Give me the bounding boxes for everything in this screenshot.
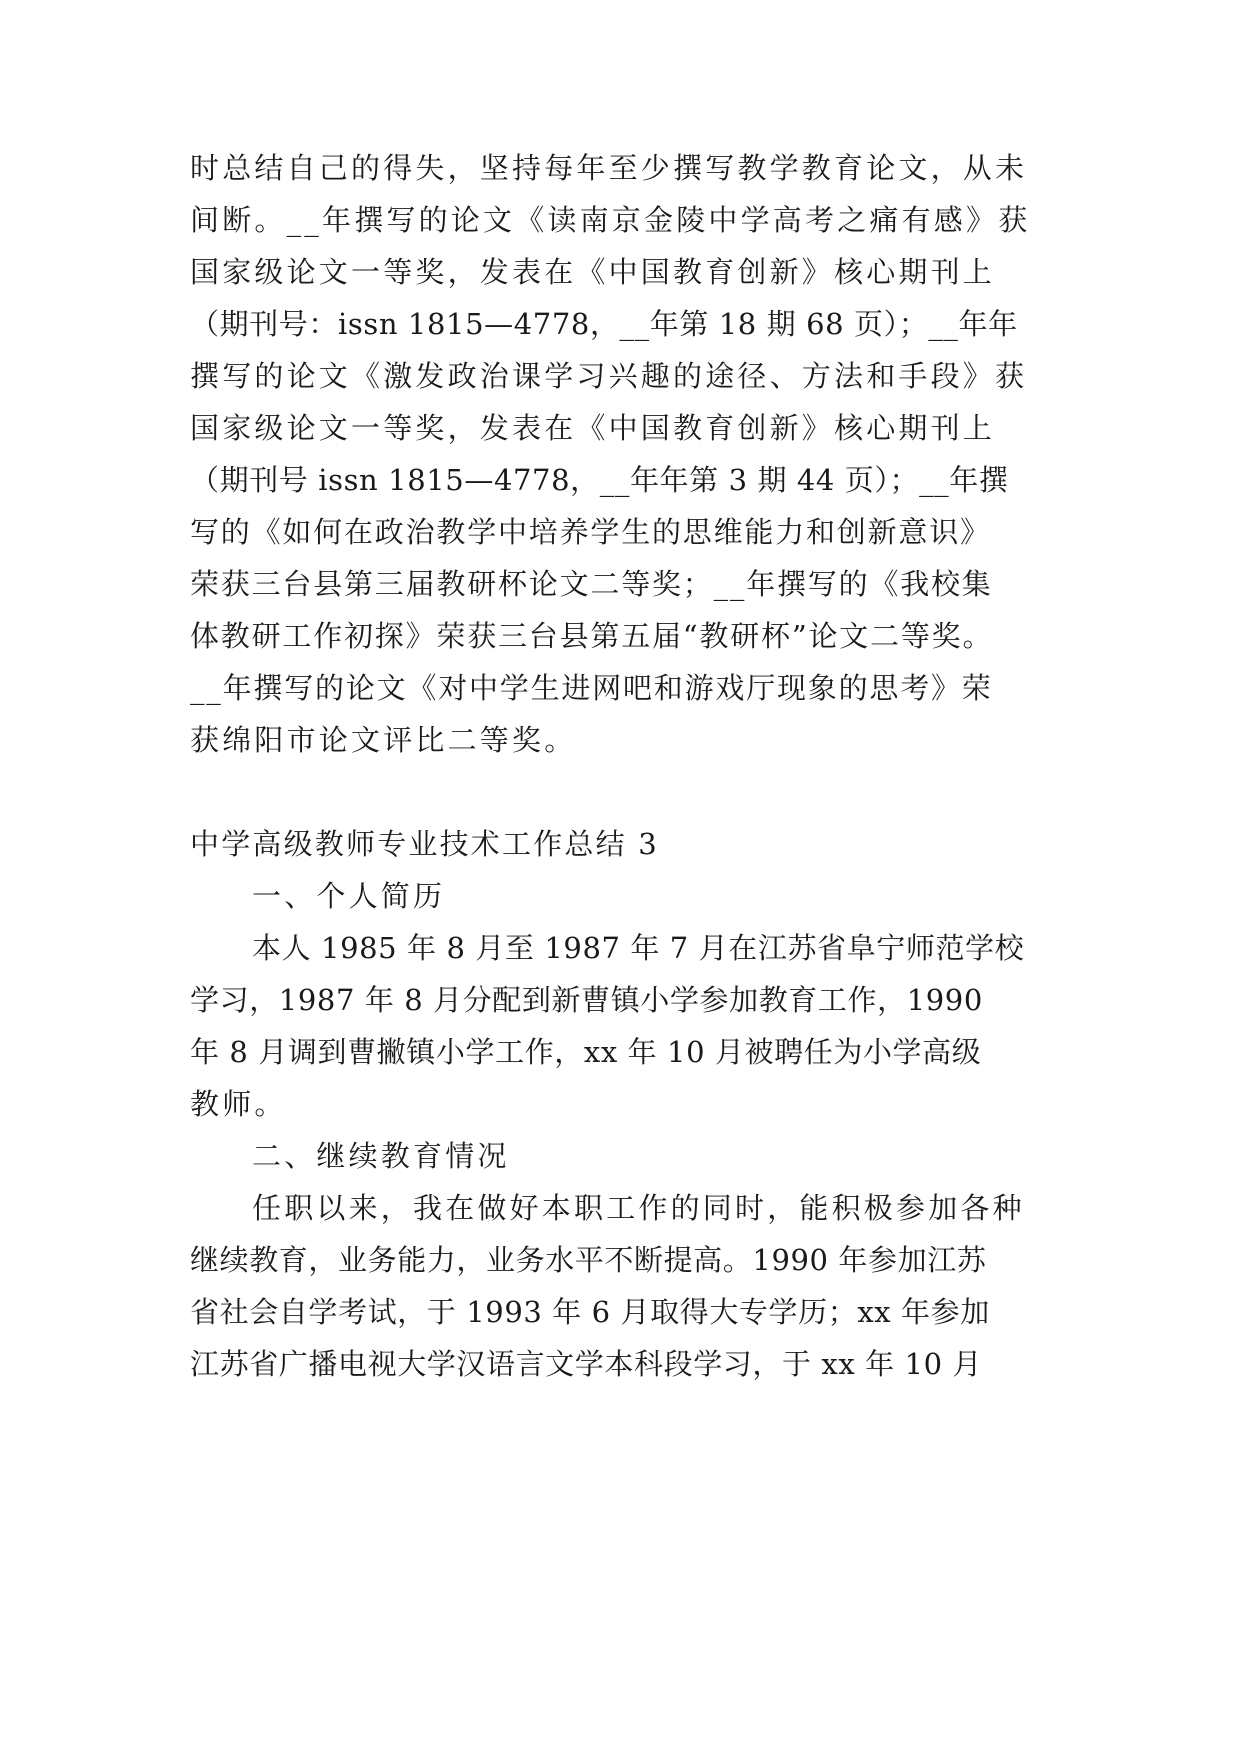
section-heading: 一、个人简历 [252,879,446,913]
text-line: 国家级论文一等奖，发表在《中国教育创新》核心期刊上 [190,255,996,289]
text-line: 学习，1987 年 8 月分配到新曹镇小学参加教育工作，1990 [190,983,983,1017]
text-line: 体教研工作初探》荣获三台县第五届“教研杯”论文二等奖。 [190,619,994,653]
text-line: 获绵阳市论文评比二等奖。 [190,723,577,757]
text-line: 任职以来，我在做好本职工作的同时，能积极参加各种 [252,1191,1025,1225]
text-line: （期刊号 issn 1815—4778，__年年第 3 期 44 页）；__年撰 [190,463,1009,497]
text-line: 继续教育，业务能力，业务水平不断提高。1990 年参加江苏 [190,1243,987,1277]
text-line: __年撰写的论文《对中学生进网吧和游戏厅现象的思考》荣 [190,671,993,705]
text-line: 间断。__年撰写的论文《读南京金陵中学高考之痛有感》获 [190,203,1031,237]
text-line: 时总结自己的得失，坚持每年至少撰写教学教育论文，从未 [190,151,1028,185]
text-line: 撰写的论文《激发政治课学习兴趣的途径、方法和手段》获 [190,359,1028,393]
text-line: 国家级论文一等奖，发表在《中国教育创新》核心期刊上 [190,411,996,445]
text-line: （期刊号：issn 1815—4778，__年第 18 期 68 页）；__年年 [190,307,1018,341]
section-heading: 二、继续教育情况 [252,1139,510,1173]
section-title: 中学高级教师专业技术工作总结 3 [190,827,659,861]
text-line: 江苏省广播电视大学汉语言文学本科段学习，于 xx 年 10 月 [190,1347,983,1381]
text-line: 荣获三台县第三届教研杯论文二等奖；__年撰写的《我校集 [190,567,993,601]
text-line: 年 8 月调到曹撇镇小学工作，xx 年 10 月被聘任为小学高级 [190,1035,982,1069]
text-line: 本人 1985 年 8 月至 1987 年 7 月在江苏省阜宁师范学校 [252,931,1025,965]
text-line: 教师。 [190,1087,287,1121]
text-line: 省社会自学考试，于 1993 年 6 月取得大专学历；xx 年参加 [190,1295,990,1329]
text-line: 写的《如何在政治教学中培养学生的思维能力和创新意识》 [190,515,991,549]
